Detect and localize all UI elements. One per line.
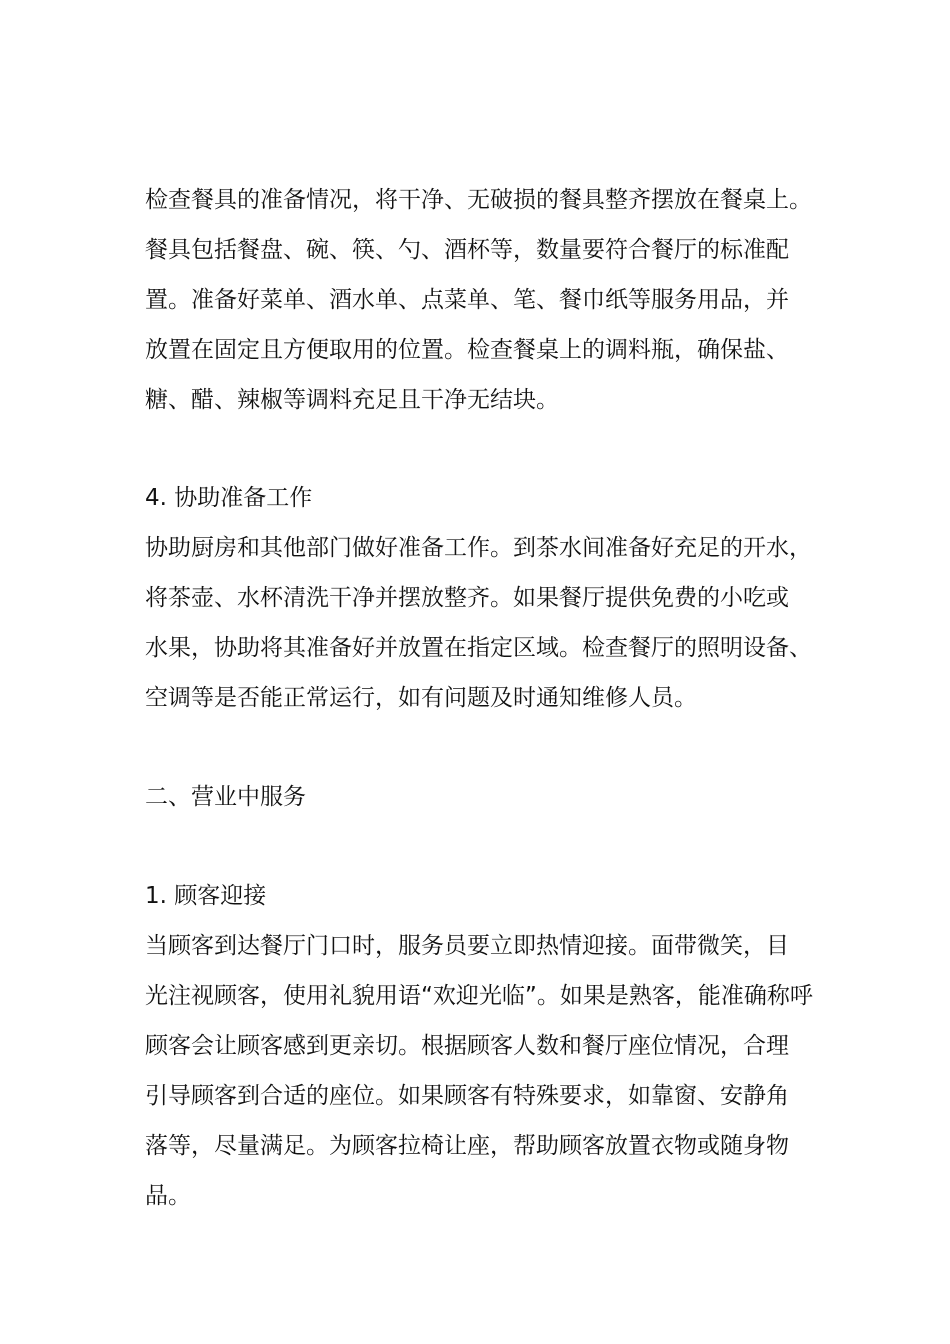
paragraph-line: 品。 xyxy=(145,1183,191,1209)
paragraph-line: 顾客会让顾客感到更亲切。根据顾客人数和餐厅座位情况，合理 xyxy=(145,1033,789,1059)
paragraph-line: 光注视顾客，使用礼貌用语“欢迎光临”。如果是熟客，能准确称呼 xyxy=(145,983,813,1009)
paragraph-line: 空调等是否能正常运行，如有问题及时通知维修人员。 xyxy=(145,685,697,711)
paragraph-line: 水果，协助将其准备好并放置在指定区域。检查餐厅的照明设备、 xyxy=(145,635,812,661)
paragraph-customer-greeting xyxy=(145,934,835,1208)
paragraph-line: 将茶壶、水杯清洗干净并摆放整齐。如果餐厅提供免费的小吃或 xyxy=(145,585,789,611)
paragraph-line: 落等，尽量满足。为顾客拉椅让座，帮助顾客放置衣物或随身物 xyxy=(145,1133,789,1159)
paragraph-line: 协助厨房和其他部门做好准备工作。到茶水间准备好充足的开水， xyxy=(145,535,812,561)
paragraph-line: 当顾客到达餐厅门口时，服务员要立即热情迎接。面带微笑，目 xyxy=(145,933,789,959)
paragraph-tableware-check xyxy=(145,188,835,412)
section-heading-in-service xyxy=(145,785,835,809)
heading-text: 二、营业中服务 xyxy=(145,784,306,810)
heading-text: 1. 顾客迎接 xyxy=(145,883,267,909)
paragraph-line: 放置在固定且方便取用的位置。检查餐桌上的调料瓶，确保盐、 xyxy=(145,337,789,363)
paragraph-line: 糖、醋、辣椒等调料充足且干净无结块。 xyxy=(145,387,559,413)
paragraph-assist-preparation xyxy=(145,536,835,710)
paragraph-line: 餐具包括餐盘、碗、筷、勺、酒杯等，数量要符合餐厅的标准配 xyxy=(145,237,789,263)
paragraph-line: 置。准备好菜单、酒水单、点菜单、笔、餐巾纸等服务用品，并 xyxy=(145,287,789,313)
section-heading-assist-preparation xyxy=(145,486,835,510)
heading-text: 4. 协助准备工作 xyxy=(145,485,313,511)
paragraph-line: 引导顾客到合适的座位。如果顾客有特殊要求，如靠窗、安静角 xyxy=(145,1083,789,1109)
section-heading-customer-greeting xyxy=(145,884,835,908)
paragraph-line: 检查餐具的准备情况，将干净、无破损的餐具整齐摆放在餐桌上。 xyxy=(145,187,812,213)
